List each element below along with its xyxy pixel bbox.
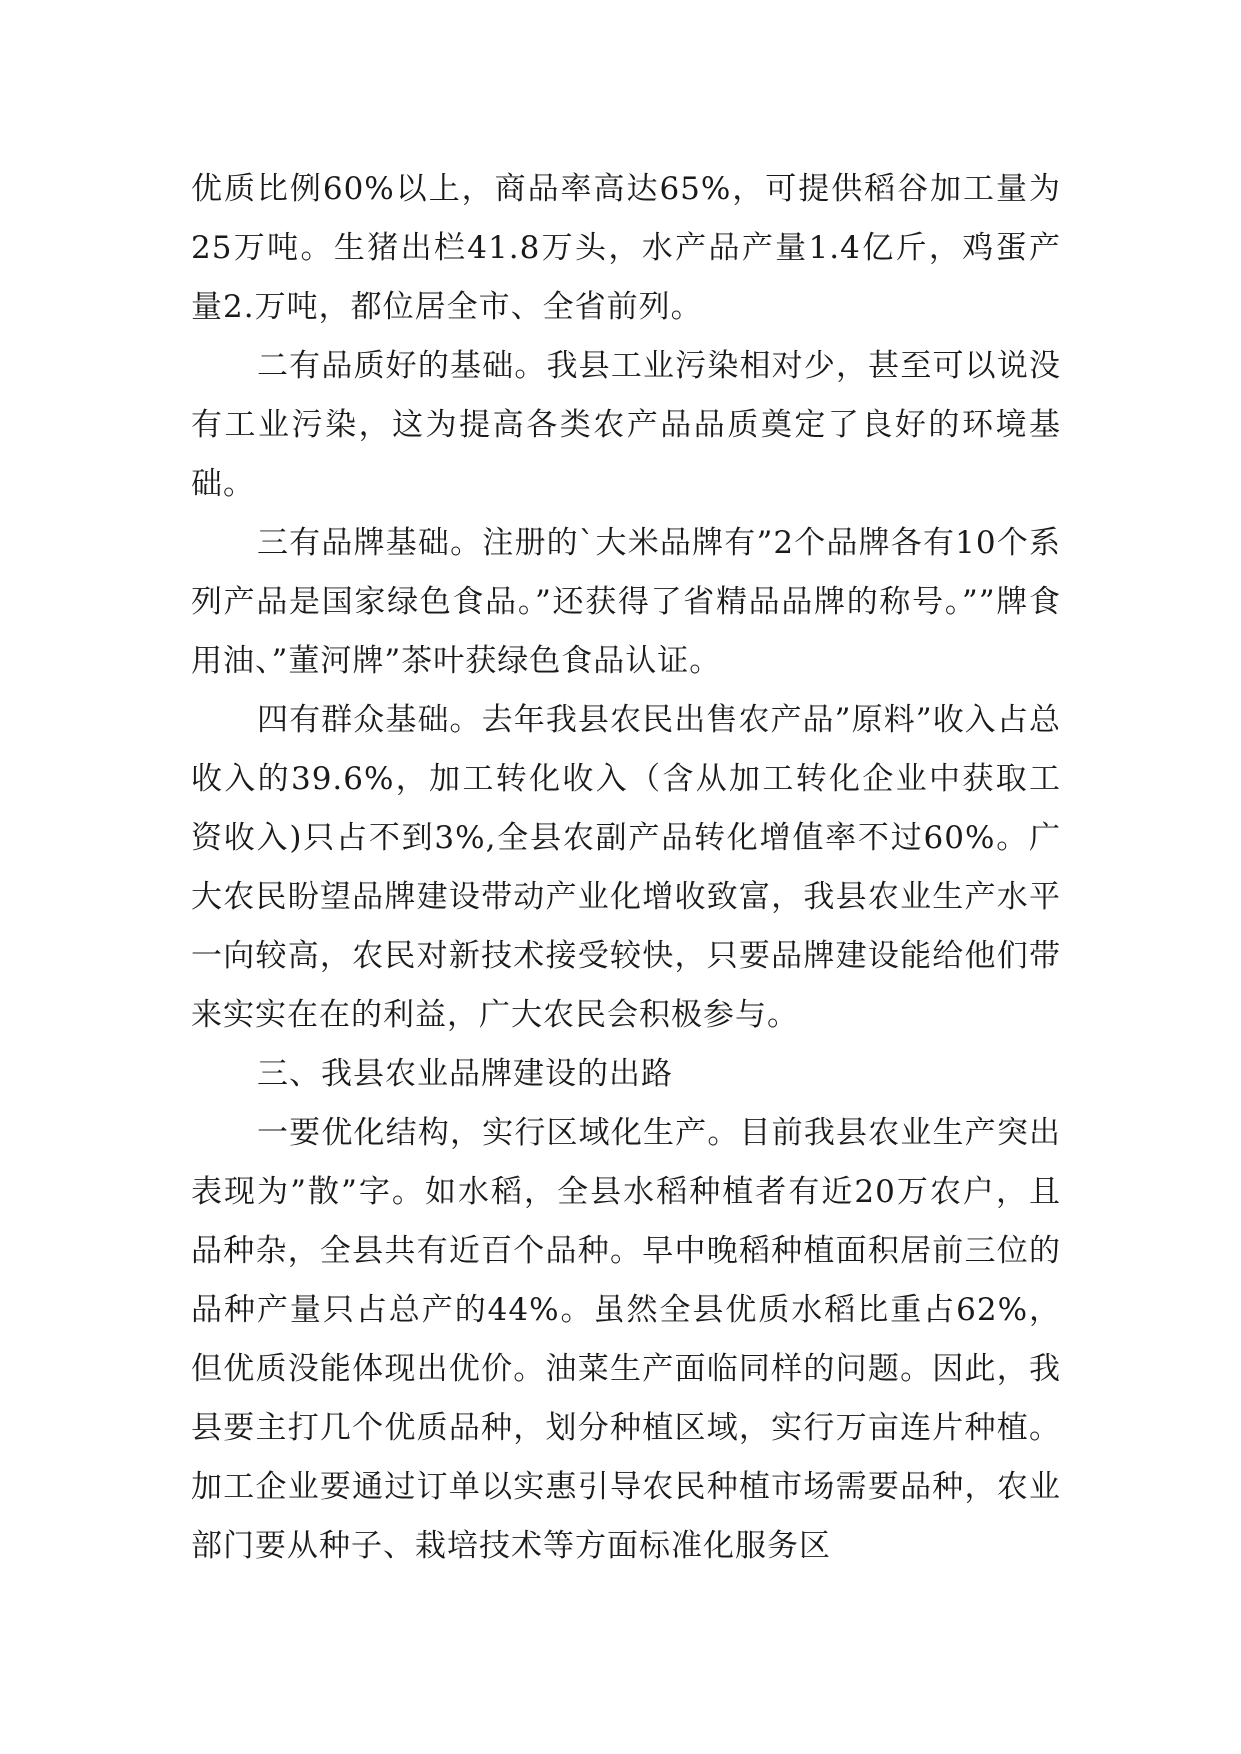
section-heading: 三、我县农业品牌建设的出路 bbox=[257, 1056, 673, 1092]
paragraph-optimize-structure: 一要优化结构，实行区域化生产。目前我县农业生产突出表现为”散”字。如水稻，全县水稻种植者有近20万农户，且品种杂，全县共有近百个品种。早中晚稻种植面积居前三位的品种产量只占总产的44%。虽然全县优质水稻比重占62%，但优质没能体现出优价。油菜生产面临同样的问题。因此，我县要主打几个优质品种，划分种植区域，实行万亩连片种植。加工企业要通过订单以实惠引导农民种植市场需要品种，农业部门要从种子、栽培技术等方面标准化服务区 bbox=[191, 1115, 1061, 1564]
body-text bbox=[191, 160, 1061, 1576]
paragraph-quality-basis: 二有品质好的基础。我县工业污染相对少，甚至可以说没有工业污染，这为提高各类农产品品质奠定了良好的环境基础。 bbox=[191, 348, 1061, 502]
paragraph-public-basis: 四有群众基础。去年我县农民出售农产品”原料”收入占总收入的39.6%，加工转化收入（含从加工转化企业中获取工资收入)只占不到3%,全县农副产品转化增值率不过60%。广大农民盼望品牌建设带动产业化增收致富，我县农业生产水平一向较高，农民对新技术接受较快，只要品牌建设能给他们带来实实在在的利益，广大农民会积极参与。 bbox=[191, 702, 1061, 1033]
paragraph-brand-basis: 三有品牌基础。注册的`大米品牌有”2个品牌各有10个系列产品是国家绿色食品。”还获得了省精品品牌的称号。””牌食用油、”董河牌”茶叶获绿色食品认证。 bbox=[191, 525, 1061, 679]
paragraph-continued: 优质比例60%以上，商品率高达65%，可提供稻谷加工量为25万吨。生猪出栏41.8万头，水产品产量1.4亿斤，鸡蛋产量2.万吨，都位居全市、全省前列。 bbox=[191, 171, 1061, 325]
